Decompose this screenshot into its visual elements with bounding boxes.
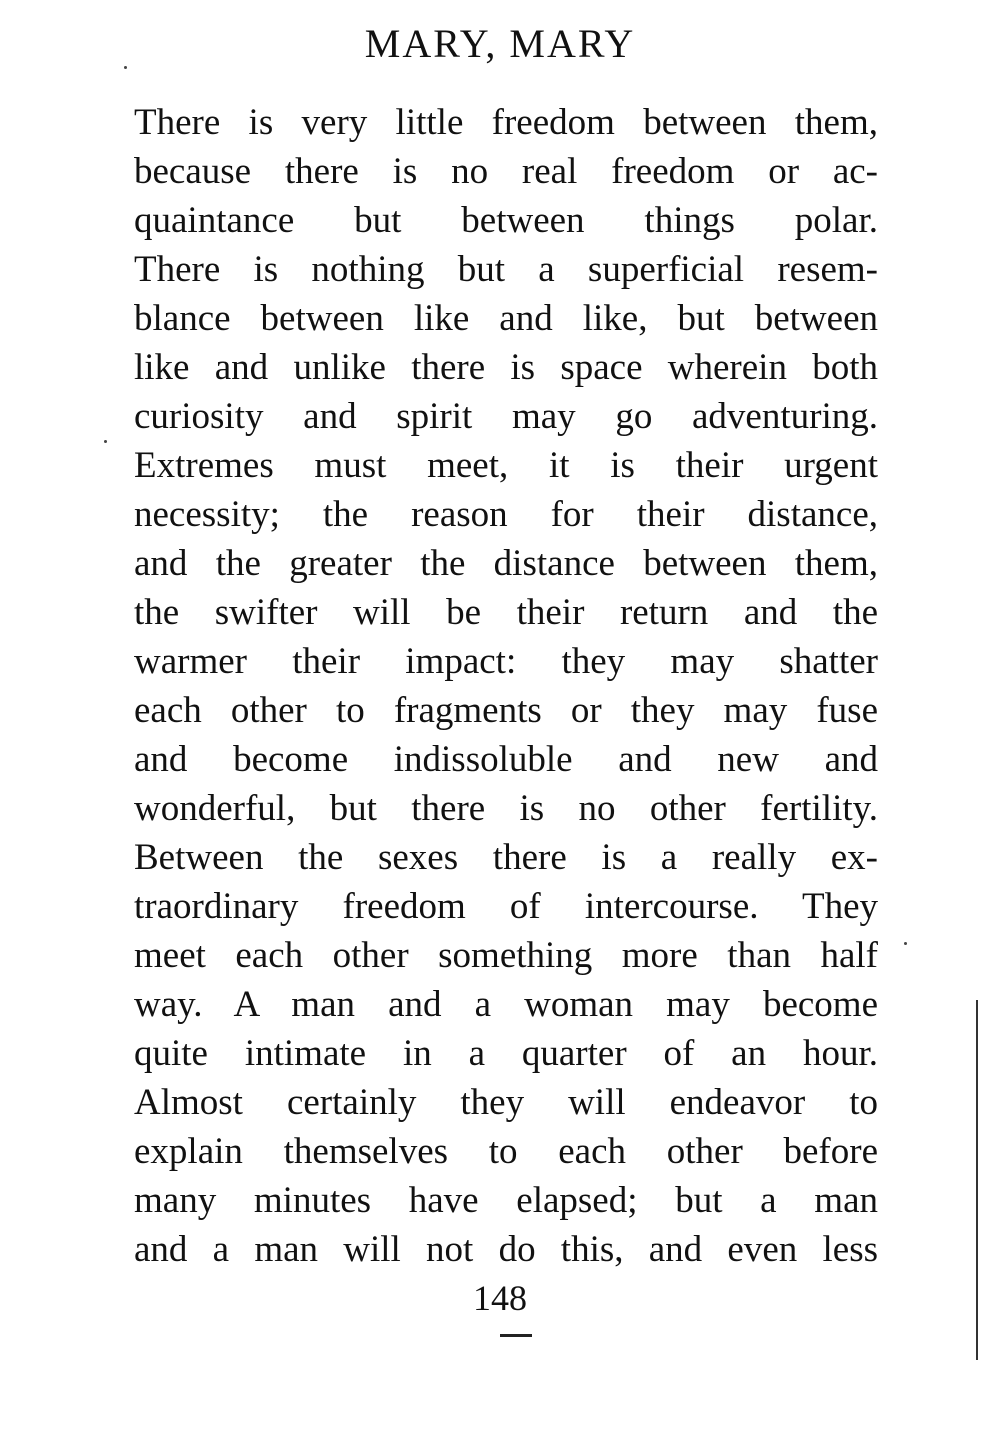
text-line: wonderful, but there is no other fertility. (134, 788, 878, 829)
text-line: and become indissoluble and new and (134, 739, 878, 780)
folio-rule (500, 1334, 532, 1337)
text-line: curiosity and spirit may go adventuring. (134, 396, 878, 437)
text-line: way. A man and a woman may become (134, 984, 878, 1025)
text-line: quite intimate in a quarter of an hour. (134, 1033, 878, 1074)
text-line: like and unlike there is space wherein both (134, 347, 878, 388)
body-text (134, 98, 878, 1274)
text-line: Extremes must meet, it is their urgent (134, 445, 878, 486)
text-line: meet each other something more than half (134, 935, 878, 976)
text-line: warmer their impact: they may shatter (134, 641, 878, 682)
text-line: Between the sexes there is a really ex- (134, 837, 878, 878)
text-line: traordinary freedom of intercourse. They (134, 886, 878, 927)
text-line: explain themselves to each other before (134, 1131, 878, 1172)
text-line: each other to fragments or they may fuse (134, 690, 878, 731)
running-head: MARY, MARY (364, 21, 636, 66)
text-line: Almost certainly they will endeavor to (134, 1082, 878, 1123)
text-line: and a man will not do this, and even less (134, 1229, 878, 1270)
text-line: There is nothing but a superficial resem- (134, 249, 878, 290)
scan-speck (104, 440, 107, 443)
scan-speck (124, 66, 127, 69)
text-line: because there is no real freedom or ac- (134, 151, 878, 192)
text-line: the swifter will be their return and the (134, 592, 878, 633)
text-line: many minutes have elapsed; but a man (134, 1180, 878, 1221)
text-line: and the greater the distance between them, (134, 543, 878, 584)
text-line: necessity; the reason for their distance, (134, 494, 878, 535)
scan-speck (904, 942, 907, 945)
text-line: There is very little freedom between them, (134, 102, 878, 143)
text-line: quaintance but between things polar. (134, 200, 878, 241)
page-number: 148 (473, 1278, 527, 1318)
scan-margin-line (976, 1000, 978, 1360)
text-line: blance between like and like, but between (134, 298, 878, 339)
